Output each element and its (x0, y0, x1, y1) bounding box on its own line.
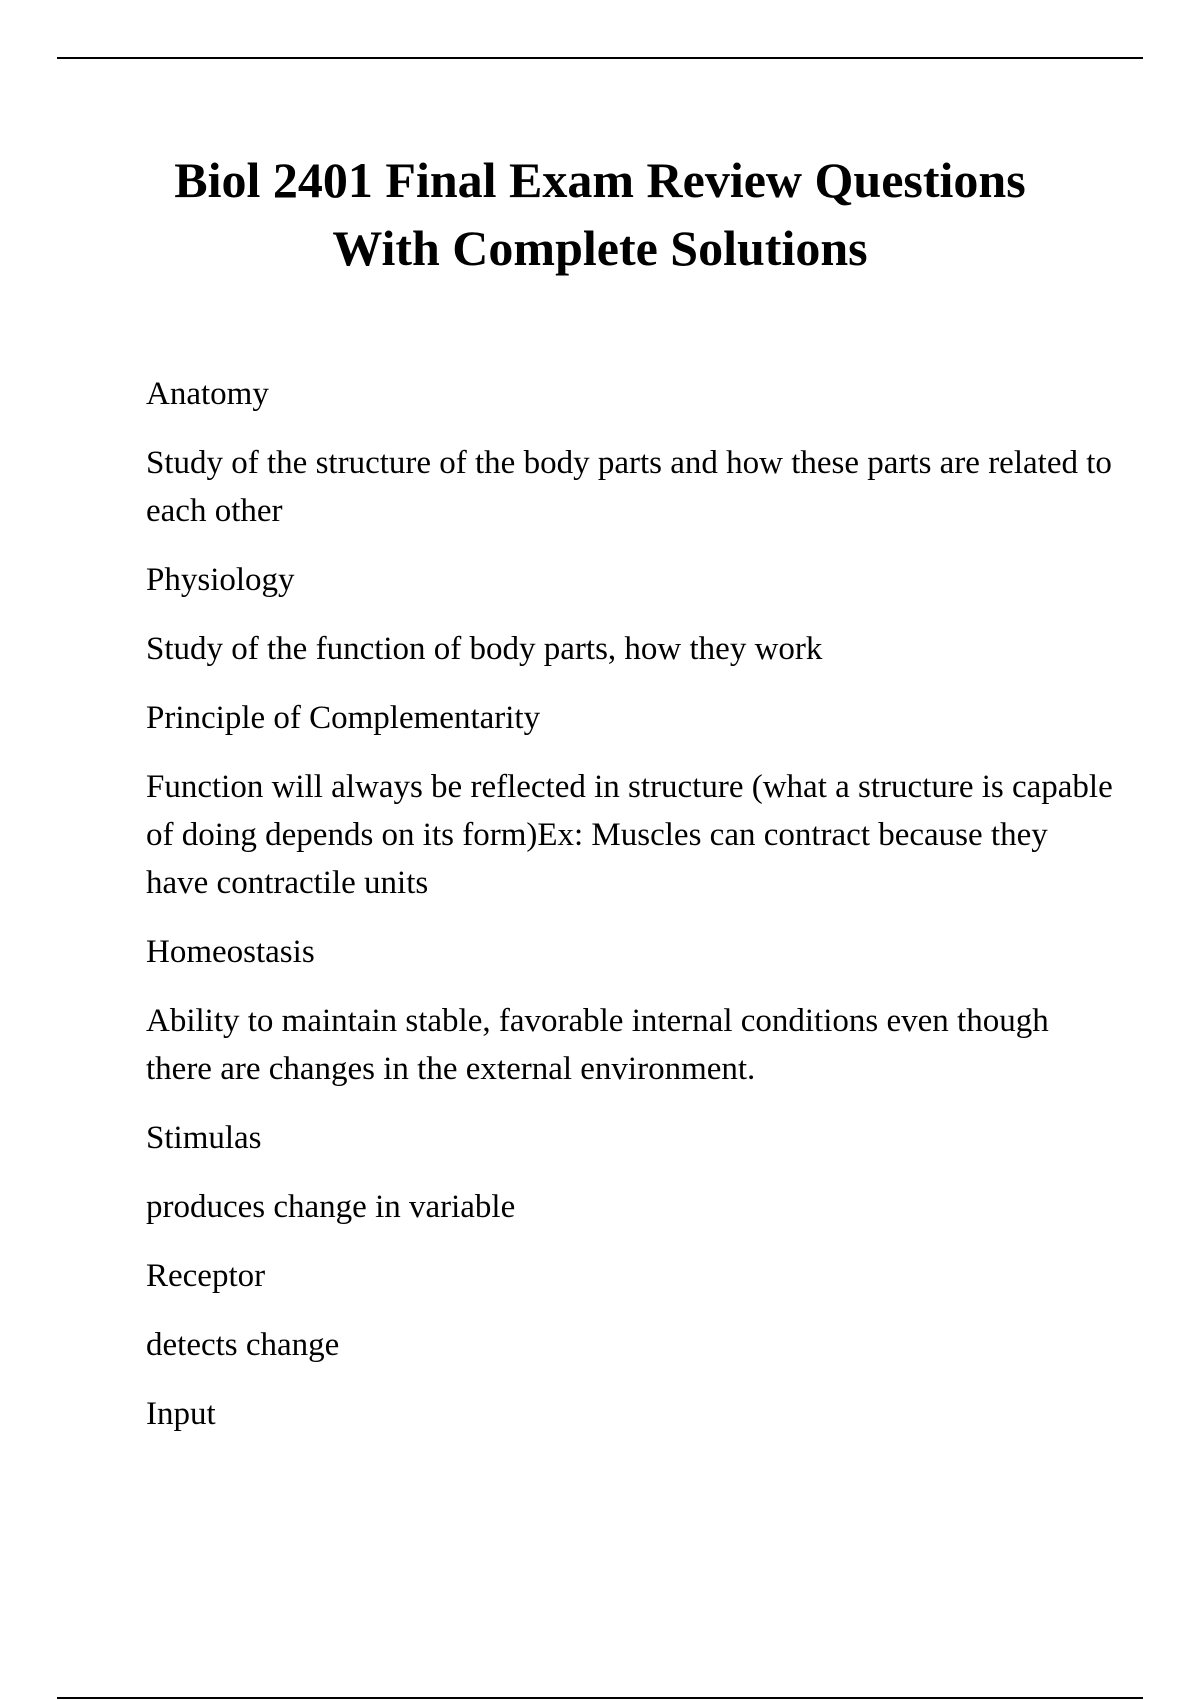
definition-stimulas: produces change in variable (146, 1189, 516, 1225)
title-line-2: With Complete Solutions (332, 220, 868, 276)
top-rule (57, 57, 1143, 59)
term-principle-of-complementarity: Principle of Complementarity (146, 700, 541, 736)
term-anatomy: Anatomy (146, 376, 269, 412)
definition-homeostasis: Ability to maintain stable, favorable internal conditions even though there are changes in the external environment. (146, 1003, 1049, 1087)
definition-anatomy: Study of the structure of the body parts and how these parts are related to each other (146, 445, 1112, 529)
term-physiology: Physiology (146, 562, 295, 598)
definition-physiology: Study of the function of body parts, how they work (146, 631, 823, 667)
definition-receptor: detects change (146, 1327, 340, 1363)
document-body (146, 370, 1116, 1459)
term-stimulas: Stimulas (146, 1120, 262, 1156)
bottom-rule (57, 1697, 1143, 1699)
term-homeostasis: Homeostasis (146, 934, 315, 970)
definition-principle-of-complementarity: Function will always be reflected in structure (what a structure is capable of doing depends on its form)Ex: Muscles can contract because they have contractile units (146, 769, 1113, 901)
title-line-1: Biol 2401 Final Exam Review Questions (174, 152, 1026, 208)
page-title (100, 146, 1100, 282)
term-receptor: Receptor (146, 1258, 266, 1294)
term-input: Input (146, 1396, 216, 1432)
